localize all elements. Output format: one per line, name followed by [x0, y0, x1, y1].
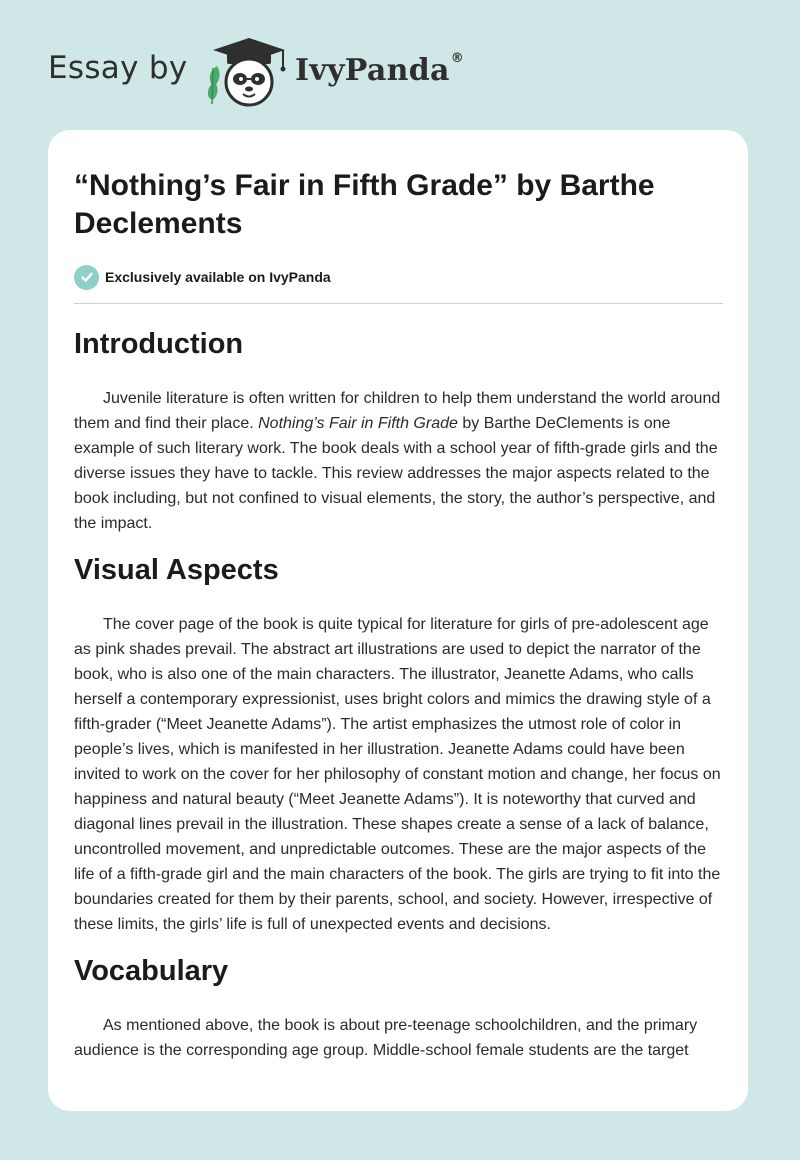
- section-vocabulary: [74, 951, 724, 1063]
- article-title: “Nothing’s Fair in Fifth Grade” by Barthe Declements: [74, 169, 655, 240]
- check-circle-icon: [74, 265, 99, 290]
- section-heading: Vocabulary: [74, 955, 229, 987]
- divider: [74, 303, 723, 304]
- section-visual-aspects: [74, 550, 724, 937]
- section-heading: Visual Aspects: [74, 554, 279, 586]
- article-body: [74, 324, 724, 1077]
- site-header: [48, 36, 508, 108]
- article-card: [48, 130, 748, 1111]
- exclusive-badge: [74, 264, 331, 290]
- brand-name[interactable]: IvyPanda®: [295, 51, 465, 88]
- paragraph: Juvenile literature is often written for children to help them understand the world around them and find their place. Nothing’s Fair in Fifth Grade by Barthe DeClements is one example of such literary work. The book deals with a school year of fifth-grade girls and the diverse issues they have to tackle. This review addresses the major aspects related to the book including, but not confined to visual elements, the story, the author’s perspective, and the impact.: [74, 390, 721, 532]
- section-heading: Introduction: [74, 328, 244, 360]
- exclusive-badge-label: Exclusively available on IvyPanda: [105, 269, 331, 285]
- ivypanda-logo-icon[interactable]: [203, 36, 291, 108]
- section-introduction: [74, 324, 724, 536]
- paragraph: The cover page of the book is quite typical for literature for girls of pre-adolescent age as pink shades prevail. The abstract art illustrations are used to depict the narrator of the book, who is also one of the main characters. The illustrator, Jeanette Adams, who calls herself a contemporary expressionist, uses bright colors and mimics the drawing style of a fifth-grader (“Meet Jeanette Adams”). The artist emphasizes the utmost role of color in people’s lives, which is manifested in her illustration. Jeanette Adams could have been invited to work on the cover for her philosophy of constant motion and change, her focus on happiness and natural beauty (“Meet Jeanette Adams”). It is noteworthy that curved and diagonal lines prevail in the illustration. These shapes create a sense of a lack of balance, uncontrolled movement, and unpredictable outcomes. These are the major aspects of the life of a fifth-grade girl and the main characters of the book. The girls are trying to fit into the boundaries created for them by their parents, school, and society. However, irrespective of these limits, the girls’ life is full of unexpected events and decisions.: [74, 616, 721, 933]
- paragraph: As mentioned above, the book is about pre-teenage schoolchildren, and the primary audience is the corresponding age group. Middle-school female students are the target: [74, 1017, 698, 1059]
- essay-by-label: Essay by: [48, 50, 188, 86]
- book-title: Nothing’s Fair in Fifth Grade: [258, 415, 458, 432]
